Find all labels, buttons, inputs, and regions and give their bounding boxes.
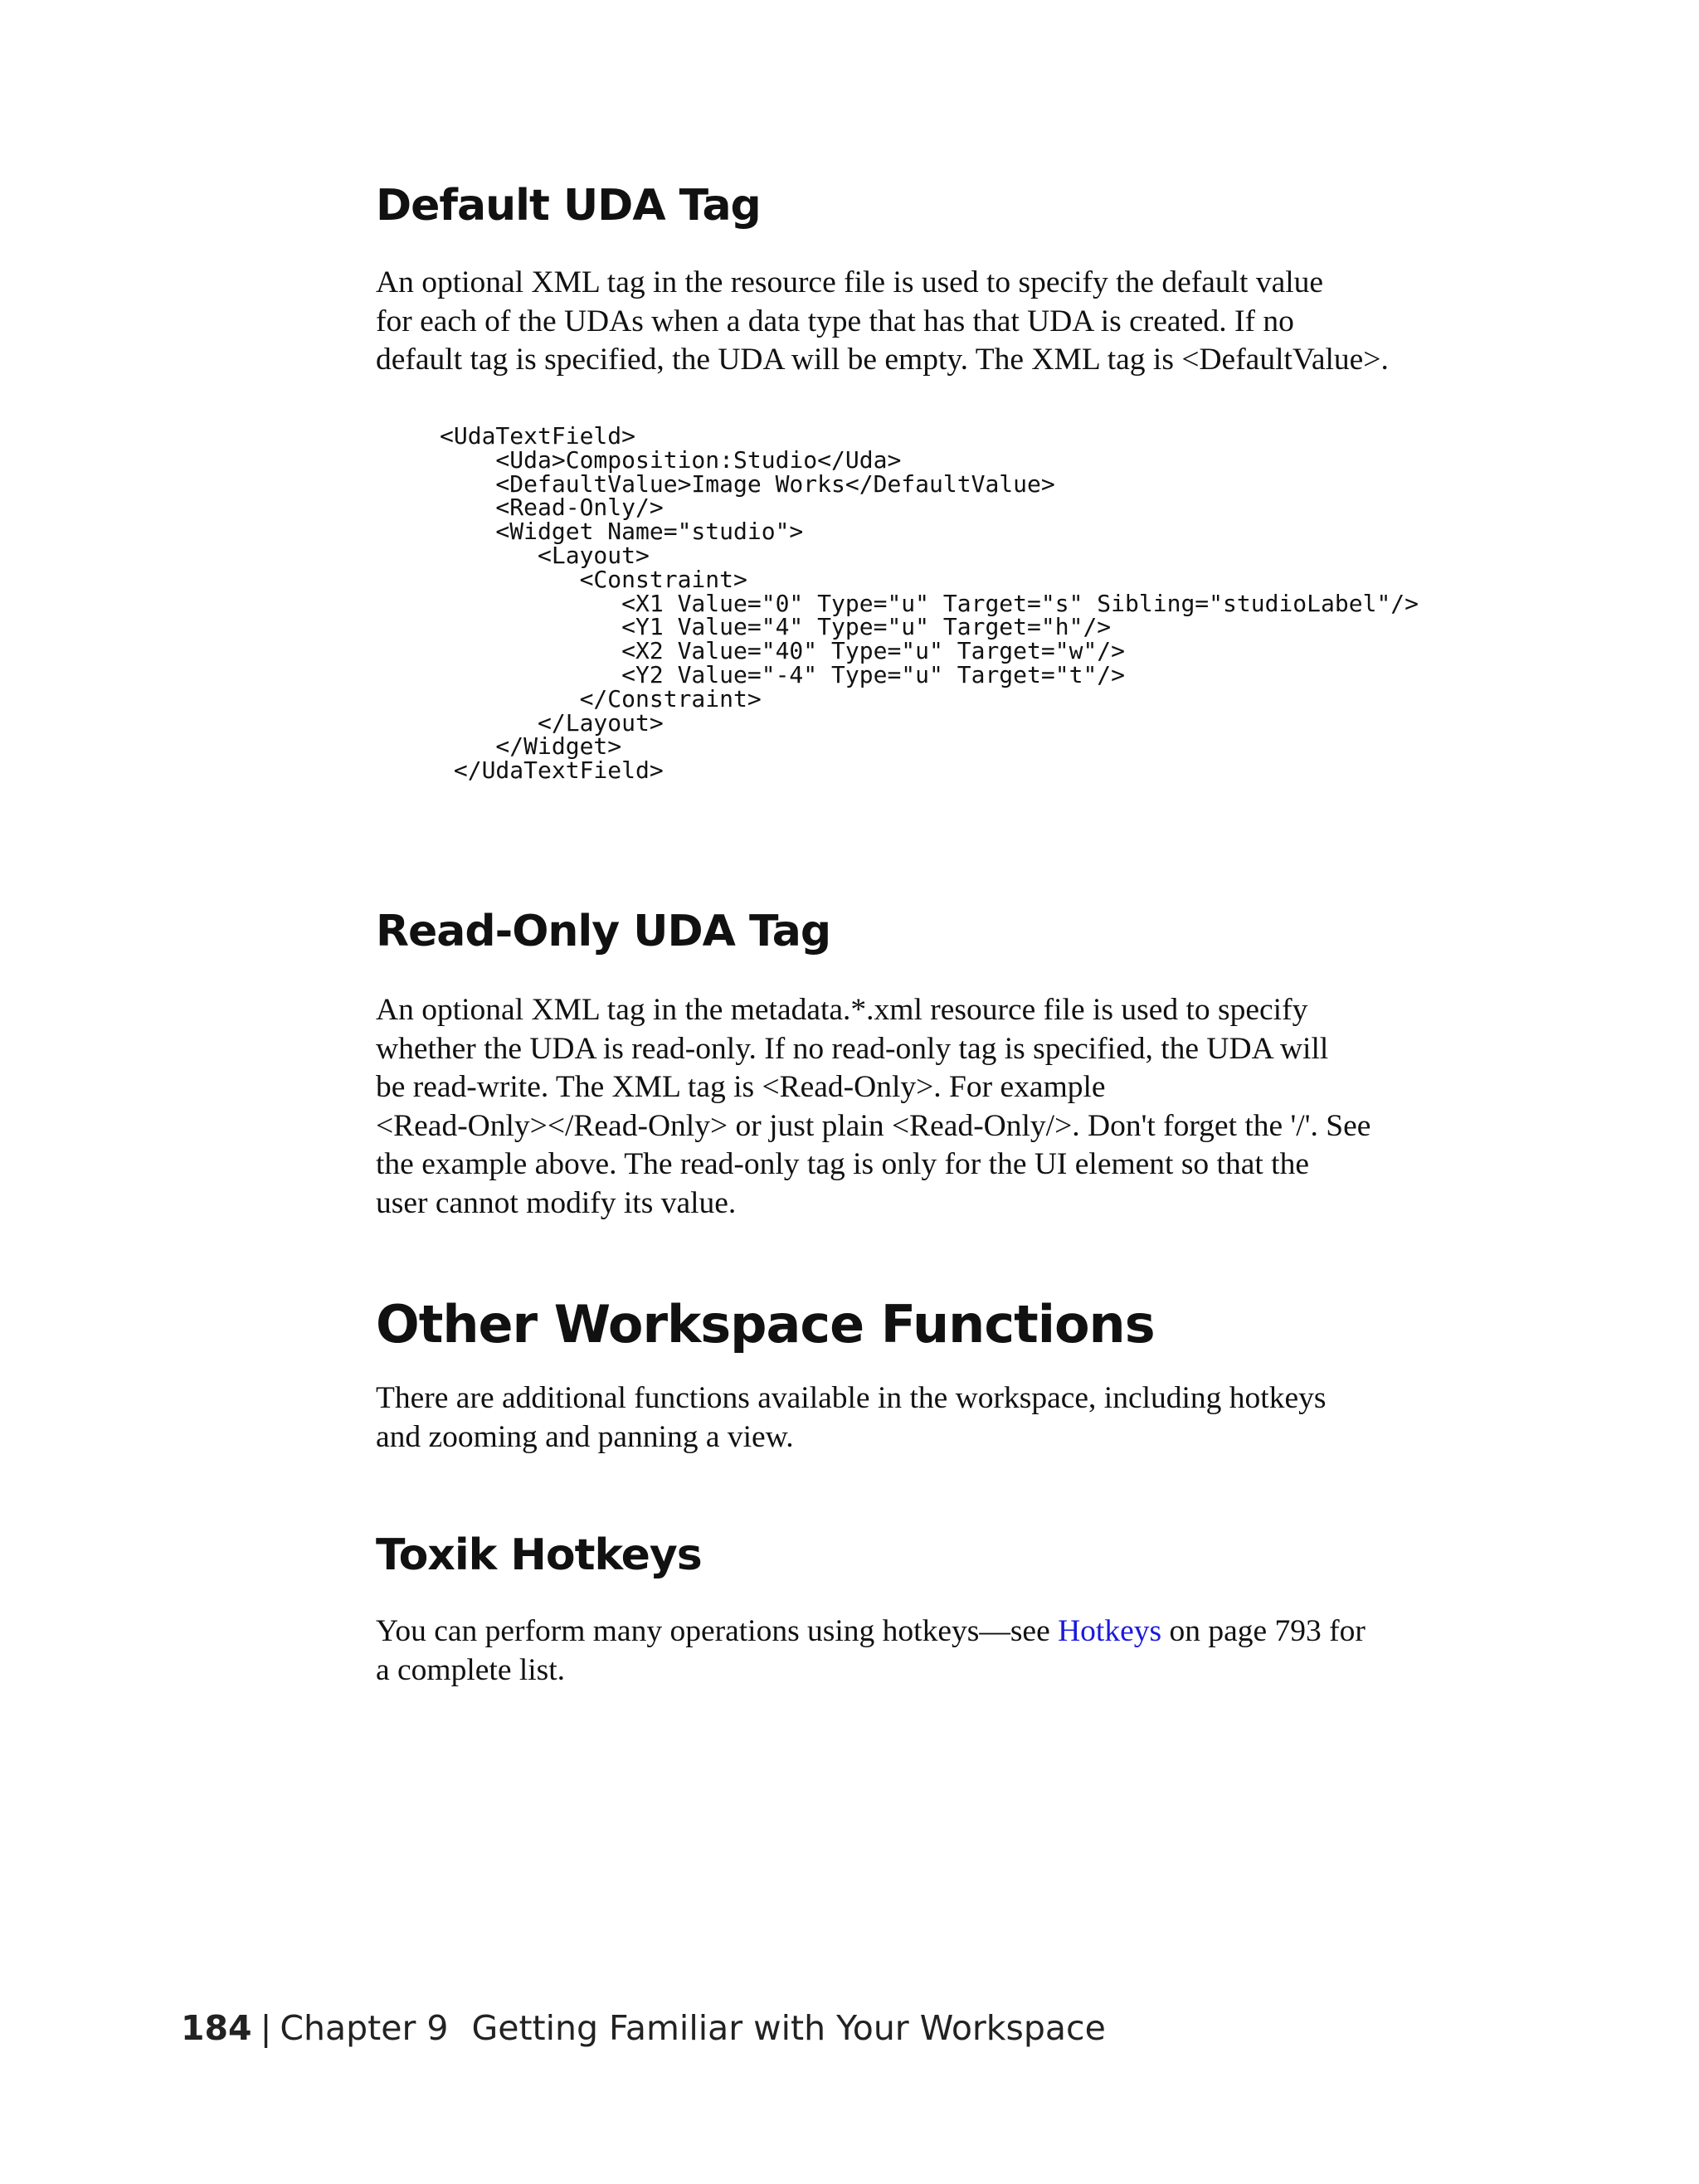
page-number: 184: [181, 2008, 252, 2048]
code-line: <Constraint>: [440, 565, 747, 593]
paragraph-hotkeys: [376, 1612, 1471, 1690]
code-line: </UdaTextField>: [440, 756, 664, 785]
text-line: <Read-Only></Read-Only> or just plain <Read-Only/>. Don't forget the '/'. See: [376, 1108, 1371, 1143]
page-footer: [181, 2008, 1106, 2048]
paragraph-read-only-uda: [376, 991, 1471, 1223]
paragraph-other-functions: [376, 1379, 1471, 1457]
code-line: <Y1 Value="4" Type="u" Target="h"/>: [440, 613, 1112, 641]
heading-other-workspace-functions: Other Workspace Functions: [376, 1294, 1155, 1355]
text-line: whether the UDA is read-only. If no read-only tag is specified, the UDA will: [376, 1031, 1329, 1066]
text-line: default tag is specified, the UDA will be empty. The XML tag is <DefaultValue>.: [376, 343, 1389, 377]
footer-chapter-title: Getting Familiar with Your Workspace: [471, 2008, 1106, 2048]
text-line: for each of the UDAs when a data type that has that UDA is created. If no: [376, 304, 1294, 338]
code-line: <Widget Name="studio">: [440, 518, 804, 546]
text-line: An optional XML tag in the resource file is used to specify the default value: [376, 265, 1324, 299]
code-line: <UdaTextField>: [440, 422, 636, 450]
text-line: and zooming and panning a view.: [376, 1419, 794, 1454]
code-line: <X2 Value="40" Type="u" Target="w"/>: [440, 637, 1126, 665]
paragraph-default-uda: [376, 264, 1471, 380]
footer-separator: |: [260, 2008, 272, 2048]
text-line: be read-write. The XML tag is <Read-Only>. For example: [376, 1070, 1106, 1104]
text-line: There are additional functions available in the workspace, including hotkeys: [376, 1381, 1327, 1415]
xml-code-sample: [440, 422, 1419, 785]
text-line: [376, 1612, 1471, 1651]
code-line: </Constraint>: [440, 684, 762, 713]
heading-read-only-uda-tag: Read-Only UDA Tag: [376, 907, 831, 956]
code-line: </Widget>: [440, 732, 622, 761]
text-line: the example above. The read-only tag is only for the UI element so that the: [376, 1147, 1309, 1181]
code-line: <DefaultValue>Image Works</DefaultValue>: [440, 469, 1055, 498]
code-line: <Read-Only/>: [440, 494, 664, 522]
heading-toxik-hotkeys: Toxik Hotkeys: [376, 1530, 702, 1580]
footer-chapter: Chapter 9: [280, 2008, 449, 2048]
heading-default-uda-tag: Default UDA Tag: [376, 181, 761, 231]
code-line: <Y2 Value="-4" Type="u" Target="t"/>: [440, 660, 1126, 688]
text-line: user cannot modify its value.: [376, 1185, 737, 1220]
text-line: An optional XML tag in the metadata.*.xml resource file is used to specify: [376, 993, 1308, 1027]
code-line: <Layout>: [440, 541, 650, 569]
hotkeys-link[interactable]: Hotkeys: [1058, 1614, 1162, 1648]
code-line: </Layout>: [440, 708, 664, 737]
code-line: <X1 Value="0" Type="u" Target="s" Sibling="studioLabel"/>: [440, 589, 1419, 617]
text-segment: You can perform many operations using hotkeys—see: [376, 1614, 1059, 1648]
code-line: <Uda>Composition:Studio</Uda>: [440, 445, 902, 474]
text-segment: on page 793 for: [1161, 1614, 1366, 1648]
text-line: a complete list.: [376, 1652, 566, 1687]
